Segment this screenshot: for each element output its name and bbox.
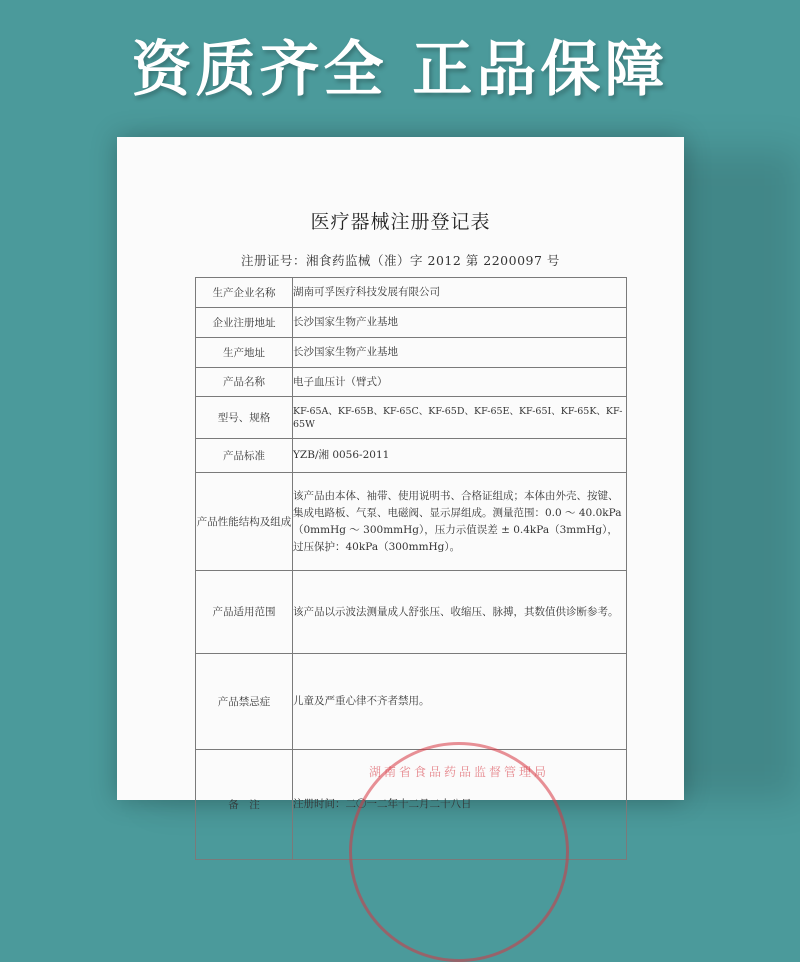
table-row — [196, 368, 627, 397]
table-row — [196, 439, 627, 473]
row-label: 产品性能结构及组成 — [196, 473, 293, 571]
row-label: 备 注 — [196, 750, 293, 860]
table-row — [196, 473, 627, 571]
row-value: 湖南可孚医疗科技发展有限公司 — [293, 278, 627, 308]
row-value: 儿童及严重心律不齐者禁用。 — [293, 654, 627, 750]
row-label: 生产企业名称 — [196, 278, 293, 308]
official-seal — [349, 742, 569, 962]
table-row — [196, 397, 627, 439]
row-value: 该产品由本体、袖带、使用说明书、合格证组成；本体由外壳、按键、集成电路板、气泵、电磁阀、显示屏组成。测量范围：0.0 ～ 40.0kPa（0mmHg ～ 300mmHg），压力示值误差 ± 0.4kPa（3mmHg），过压保护：40kPa（300mmHg）。 — [293, 473, 627, 571]
seal-text: 湖南省食品药品监督管理局 — [368, 765, 549, 779]
banner-title: 资质齐全 正品保障 — [131, 35, 669, 105]
table-row — [196, 308, 627, 338]
row-value: 注册时间：二〇一二年十二月二十八日 — [293, 750, 627, 860]
row-label: 型号、规格 — [196, 397, 293, 439]
document-title: 医疗器械注册登记表 — [310, 211, 491, 233]
row-label: 产品名称 — [196, 368, 293, 397]
row-label: 生产地址 — [196, 338, 293, 368]
row-value: KF-65A、KF-65B、KF-65C、KF-65D、KF-65E、KF-65I、KF-65K、KF-65W — [293, 397, 627, 439]
row-label: 产品标准 — [196, 439, 293, 473]
table-row — [196, 571, 627, 654]
row-label: 产品适用范围 — [196, 571, 293, 654]
row-label: 产品禁忌症 — [196, 654, 293, 750]
row-label: 企业注册地址 — [196, 308, 293, 338]
certificate-document — [117, 137, 684, 811]
row-value: YZB/湘 0056-2011 — [293, 439, 627, 473]
row-value: 长沙国家生物产业基地 — [293, 308, 627, 338]
row-value: 电子血压计（臂式） — [293, 368, 627, 397]
row-value: 长沙国家生物产业基地 — [293, 338, 627, 368]
table-row — [196, 654, 627, 750]
table-row — [196, 338, 627, 368]
row-value: 该产品以示波法测量成人舒张压、收缩压、脉搏，其数值供诊断参考。 — [293, 571, 627, 654]
table-row — [196, 278, 627, 308]
registration-number: 注册证号：湘食药监械（准）字 2012 第 2200097 号 — [241, 253, 560, 268]
